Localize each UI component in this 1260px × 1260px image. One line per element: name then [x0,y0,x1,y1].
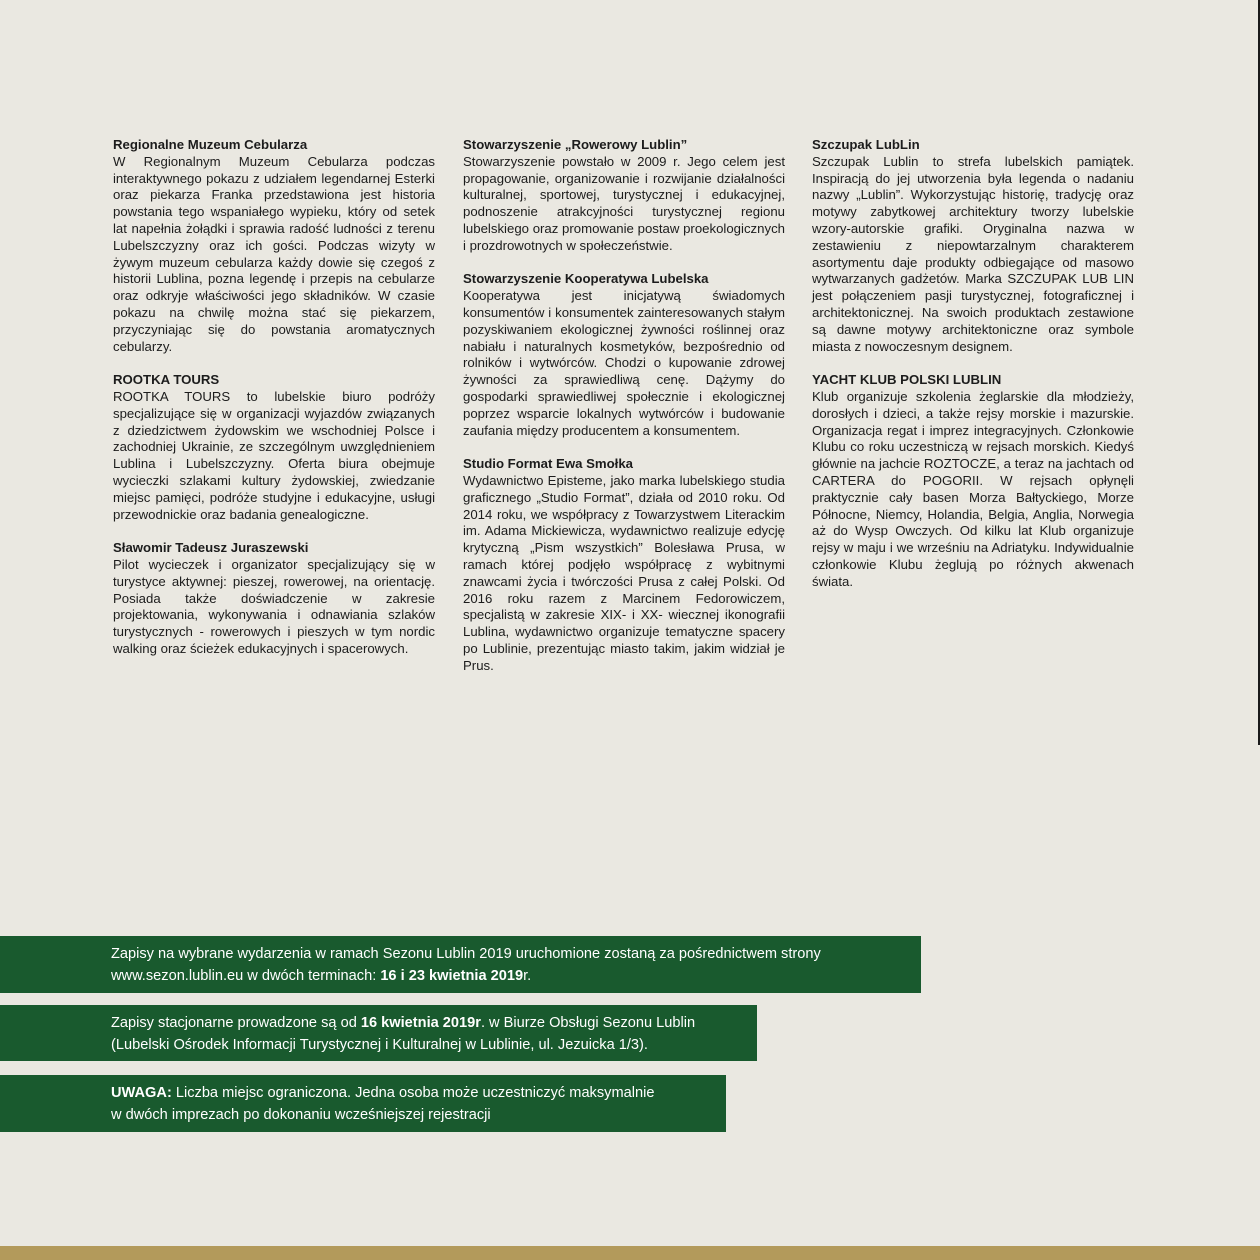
info-band-notice [0,1075,726,1132]
entry-title: ROOTKA TOURS [113,372,220,388]
band-date-highlight: 16 i 23 kwietnia 2019 [380,968,524,984]
entry-title: Stowarzyszenie Kooperatywa Lubelska [463,271,709,287]
entry-title: Szczupak LubLin [812,137,920,152]
band-text: r. [523,968,532,984]
band-text: Liczba miejsc ograniczona. Jedna osoba może uczestniczyć maksymalnie [171,1085,655,1101]
band-line [111,1104,726,1126]
band-line [111,943,921,965]
band-line [111,1012,757,1034]
info-band-onsite-registration [0,1005,757,1061]
entry-muzeum-cebularza [113,137,435,355]
column-right [812,137,1134,607]
band-text: . w Biurze Obsługi Sezonu Lublin [480,1015,696,1031]
entry-title: YACHT KLUB POLSKI LUBLIN [812,372,1002,388]
entry-szczupak-lublin [812,137,1134,355]
entry-title: Stowarzyszenie „Rowerowy Lublin” [463,137,688,152]
entry-juraszewski [113,540,435,658]
band-date-highlight: 16 kwietnia 2019r [360,1015,481,1031]
entry-body: Stowarzyszenie powstało w 2009 r. Jego celem jest propagowanie, organizowanie i rozwijanie działalności kulturalnej, sportowej, turystycznej i edukacyjnej, podnoszenie atrakcyjności turystycznej regionu lubelskiego oraz promowanie postaw proekologicznych i prozdrowotnych w społeczeństwie. [463,153,785,253]
entry-body: Kooperatywa jest inicjatywą świadomych konsumentów i konsumentek zainteresowanych stałym pozyskiwaniem ekologicznej żywności roślinnej oraz nabiału i naturalnych kosmetyków, bezpośrednio od rolników i wytwórców. Chodzi o kupowanie zdrowej żywności za sprawiedliwą cenę. Dążymy do gospodarki sprawiedliwej społecznie i ekologicznej poprzez wsparcie lokalnych wytwórców i budowanie zaufania między producentem a konsumentem. [463,288,785,438]
entry-body: Klub organizuje szkolenia żeglarskie dla młodzieży, dorosłych i dzieci, a także rejsy morskie i mazurskie. Organizacja regat i imprez integracyjnych. Członkowie Klubu co roku uczestniczą w rejsach morskich. Kiedyś głównie na jachcie ROZTOCZE, a teraz na jachtach od CARTERA do POGORII. W rejsach opłynęli praktycznie cały basen Morza Bałtyckiego, Morze Północne, Niemcy, Holandia, Belgia, Anglia, Norwegia aż do Wysp Owczych. Od kilku lat Klub organizuje rejsy w maju i we wrześniu na Adriatyku. Indywidualnie członkowie Klubu żeglują po różnych akwenach świata. [812,388,1134,589]
entry-body: Pilot wycieczek i organizator specjalizujący się w turystyce aktywnej: pieszej, rowerowej, na orientację. Posiada także doświadczenie w zakresie projektowania, wykonywania i odnawiania szlaków turystycznych - rowerowych i pieszych w tym nordic walking oraz ścieżek edukacyjnych i spacerowych. [113,556,435,656]
band-text: (Lubelski Ośrodek Informacji Turystycznej i Kulturalnej w Lublinie, ul. Jezuicka 1/3). [111,1037,648,1053]
notice-label: UWAGA: [111,1085,172,1101]
band-line [111,965,921,987]
entry-body: ROOTKA TOURS to lubelskie biuro podróży specjalizujące się w organizacji wyjazdów związanych z dziedzictwem żydowskim we wschodniej Polsce i zachodniej Ukrainie, ze szczególnym uwzględnieniem Lublina i Lubelszczyzny. Oferta biura obejmuje wycieczki szlakami kultury żydowskiej, zwiedzanie miejsc pamięci, podróże studyjne i edukacyjne, usługi przewodnickie oraz badania genealogiczne. [113,388,435,522]
entry-body: W Regionalnym Muzeum Cebularza podczas interaktywnego pokazu z udziałem legendarnej Esterki oraz piekarza Franka przedstawiona jest historia powstania tego wspaniałego wypieku, który od setek lat napełnia żołądki i sprawia radość ludności z terenu Lubelszczyzny oraz ich gości. Podczas wizyty w żywym muzeum cebularza każdy dowie się czegoś z historii Lublina, pozna legendę i przepis na cebularze oraz odkryje właściwości jego składników. W czasie pokazu na chwilę można stać się piekarzem, przyczyniając się do powstania aromatycznych cebularzy. [113,153,435,354]
band-line [111,1082,726,1104]
entry-yacht-klub [812,372,1134,590]
entry-studio-format [463,456,785,674]
info-band-online-registration [0,936,921,993]
entry-kooperatywa-lubelska [463,271,785,439]
band-text: Zapisy na wybrane wydarzenia w ramach Sezonu Lublin 2019 uruchomione zostaną za pośrednictwem strony [111,946,821,962]
band-text: www.sezon.lublin.eu w dwóch terminach: [111,968,381,984]
entry-body: Szczupak Lublin to strefa lubelskich pamiątek. Inspiracją do jej utworzenia była legenda o nadaniu nazwy „Lublin”. Wykorzystując historię, tradycję oraz motywy zabytkowej architektury tworzy lubelskie wzory-autorskie grafiki. Oryginalna nazwa w zestawieniu z niepowtarzalnym charakterem asortymentu daje produkty odbiegające od masowo wytwarzanych gadżetów. Marka SZCZUPAK LUB LIN jest połączeniem pasji turystycznej, fotograficznej i architektonicznej. Na swoich produktach zestawione są dawne motywy architektoniczne oraz symbole miasta z nowoczesnym designem. [812,153,1134,354]
entry-title: Sławomir Tadeusz Juraszewski [113,540,309,556]
column-middle [463,137,785,691]
entry-title: Regionalne Muzeum Cebularza [113,137,308,152]
entry-body: Wydawnictwo Episteme, jako marka lubelskiego studia graficznego „Studio Format”, działa od 2010 roku. Od 2014 roku, we współpracy z Towarzystwem Literackim im. Adama Mickiewicza, wydawnictwo realizuje edycję krytyczną „Pism wszystkich” Bolesława Prusa, w ramach której podjęło współpracę z wybitnymi znawcami życia i twórczości Prusa z całej Polski. Od 2016 roku razem z Marcinem Fedorowiczem, specjalistą w zakresie XIX- i XX- wiecznej ikonografii Lublina, wydawnictwo organizuje tematyczne spacery po Lublinie, prezentując miasto takim, jakim widział je Prus. [463,472,785,673]
entry-rootka-tours [113,372,435,523]
band-text: Zapisy stacjonarne prowadzone są od [111,1015,361,1031]
entry-title: Studio Format Ewa Smołka [463,456,634,472]
column-left [113,137,435,675]
bottom-gold-bar [0,1246,1260,1260]
band-text: w dwóch imprezach po dokonaniu wcześniejszej rejestracji [111,1107,491,1123]
entry-rowerowy-lublin [463,137,785,255]
band-line [111,1034,757,1056]
